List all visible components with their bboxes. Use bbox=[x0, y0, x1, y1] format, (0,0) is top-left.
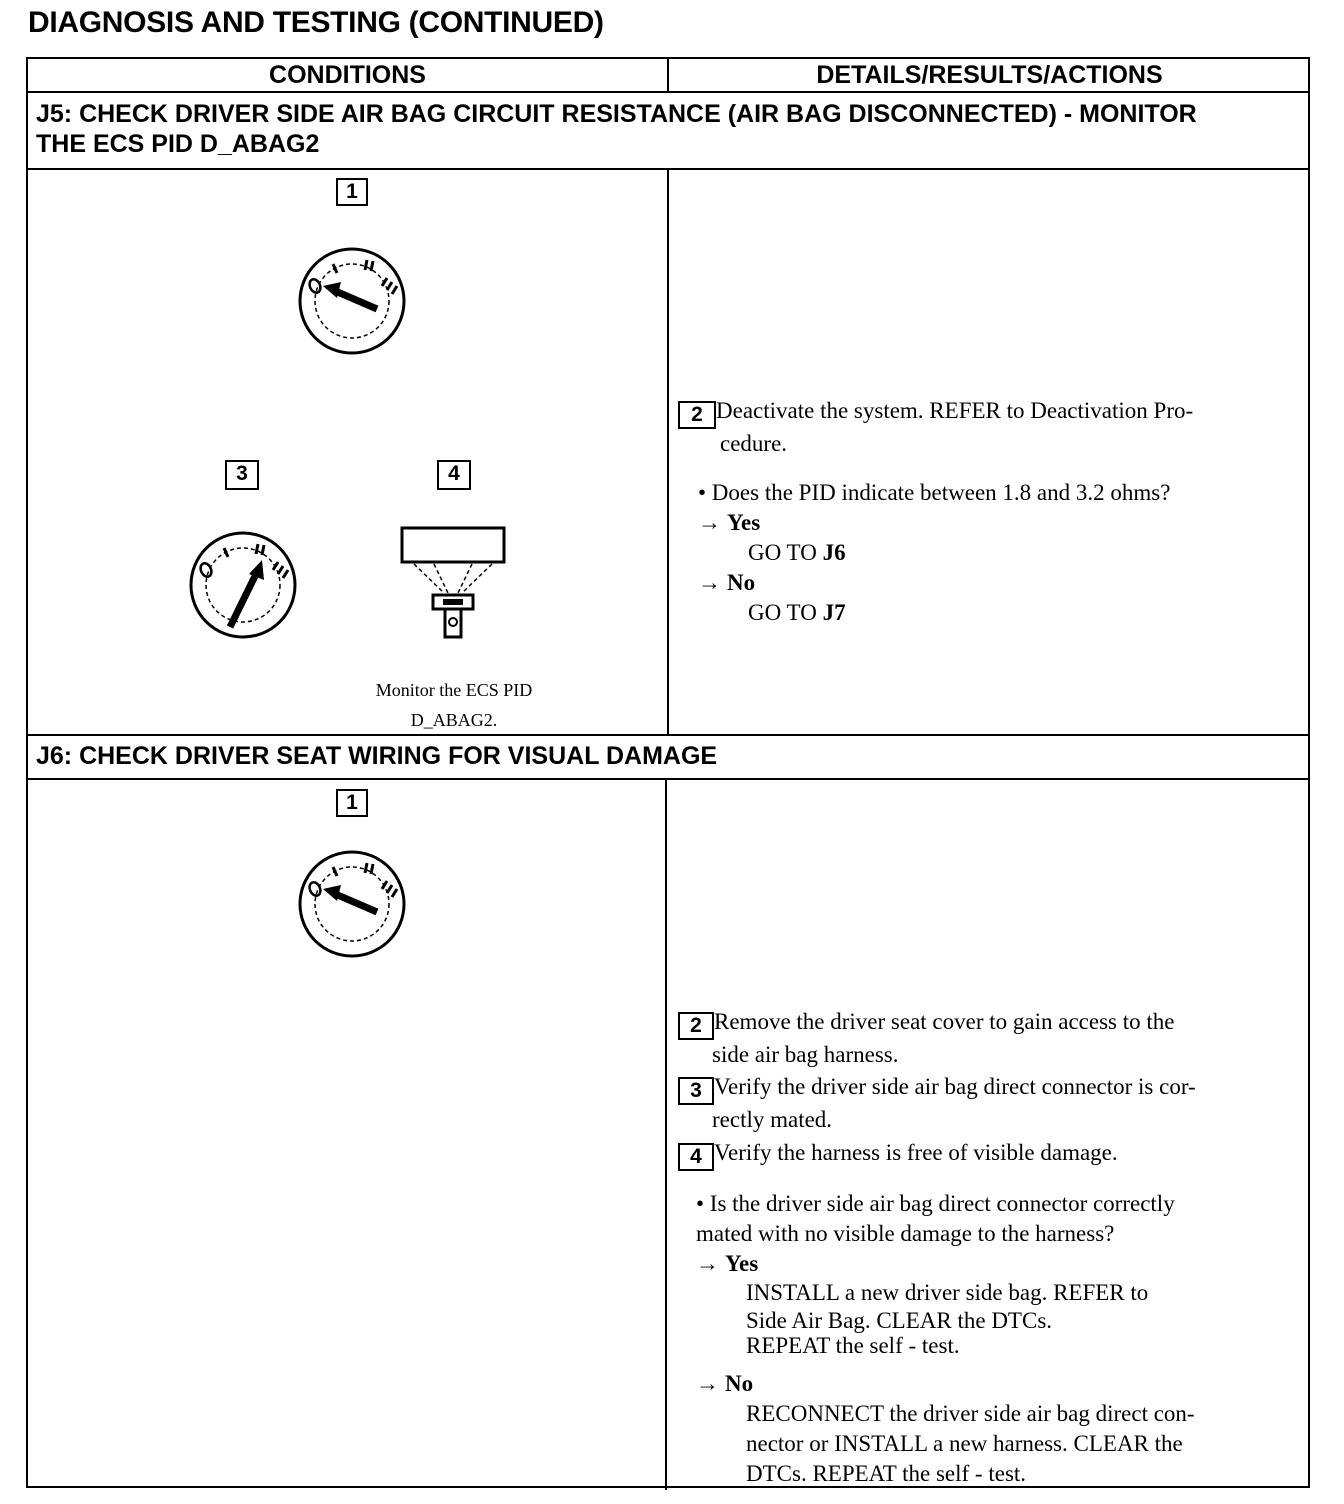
j6-step-2 bbox=[678, 1007, 1308, 1070]
arrow-right-icon: → bbox=[696, 1251, 719, 1276]
goto-prefix: GO TO bbox=[748, 600, 823, 625]
j6-yes-line1: INSTALL a new driver side bag. REFER to bbox=[746, 1280, 1149, 1305]
ignition-switch-off-icon bbox=[293, 242, 411, 360]
column-divider bbox=[665, 779, 667, 1490]
page-title: DIAGNOSIS AND TESTING (CONTINUED) bbox=[28, 6, 604, 39]
yes-label: Yes bbox=[725, 1251, 759, 1276]
j6-step-3-text-line2: rectly mated. bbox=[712, 1107, 833, 1132]
j5-question: • Does the PID indicate between 1.8 and 3.2 ohms? bbox=[698, 480, 1171, 505]
arrow-right-icon: → bbox=[696, 1371, 719, 1396]
step-3-number: 3 bbox=[678, 1077, 714, 1105]
scan-tool-icon bbox=[398, 525, 508, 643]
j5-yes-action bbox=[748, 538, 846, 568]
j6-no-action bbox=[746, 1399, 1306, 1489]
j6-step-2-text-line1: Remove the driver seat cover to gain access to the bbox=[714, 1009, 1175, 1034]
row-divider bbox=[28, 91, 1308, 93]
figure-caption-line1: Monitor the ECS PID bbox=[375, 680, 533, 700]
j6-step-4-text: Verify the harness is free of visible damage. bbox=[714, 1140, 1118, 1165]
j5-step-2-text-line2: cedure. bbox=[720, 431, 788, 456]
step-2-number: 2 bbox=[678, 401, 716, 429]
j6-header: J6: CHECK DRIVER SEAT WIRING FOR VISUAL DAMAGE bbox=[36, 742, 718, 770]
column-header-conditions: CONDITIONS bbox=[269, 61, 426, 89]
step-2-number: 2 bbox=[678, 1012, 714, 1040]
row-divider bbox=[28, 734, 1308, 736]
arrow-right-icon: → bbox=[698, 570, 721, 595]
j5-header bbox=[36, 99, 1197, 159]
j6-step-4 bbox=[678, 1138, 1308, 1171]
figure-caption-line2: D_ABAG2. bbox=[410, 710, 498, 730]
diagnosis-table bbox=[26, 57, 1310, 1488]
figure-caption bbox=[318, 675, 590, 735]
no-label: No bbox=[727, 570, 756, 595]
j6-question bbox=[696, 1189, 1308, 1249]
j5-yes-branch bbox=[698, 508, 760, 538]
j6-step-2-text-line2: side air bag harness. bbox=[712, 1042, 899, 1067]
figure-step-3-label: 3 bbox=[225, 460, 259, 490]
ignition-switch-off-icon bbox=[293, 845, 411, 963]
no-label: No bbox=[725, 1371, 754, 1396]
j6-no-line3: DTCs. REPEAT the self - test. bbox=[746, 1461, 1027, 1486]
j6-step-3 bbox=[678, 1072, 1308, 1135]
column-header-details: DETAILS/RESULTS/ACTIONS bbox=[816, 61, 1163, 89]
yes-label: Yes bbox=[727, 510, 761, 535]
j6-yes-branch bbox=[696, 1249, 758, 1279]
goto-j6-link[interactable]: J6 bbox=[822, 540, 846, 565]
j6-no-line2: nector or INSTALL a new harness. CLEAR the bbox=[746, 1431, 1183, 1456]
j5-step-2-text-line1: Deactivate the system. REFER to Deactivation Pro- bbox=[716, 398, 1194, 423]
step-4-number: 4 bbox=[678, 1143, 714, 1171]
goto-prefix: GO TO bbox=[748, 540, 823, 565]
goto-j7-link[interactable]: J7 bbox=[822, 600, 846, 625]
j5-no-branch bbox=[698, 568, 755, 598]
j5-step-2 bbox=[678, 396, 1308, 459]
j6-yes-action bbox=[746, 1279, 1306, 1360]
j5-header-line1: J5: CHECK DRIVER SIDE AIR BAG CIRCUIT RESISTANCE (AIR BAG DISCONNECTED) - MONITOR bbox=[36, 100, 1197, 128]
arrow-right-icon: → bbox=[698, 510, 721, 535]
j5-no-action bbox=[748, 598, 846, 628]
j6-yes-line3: REPEAT the self - test. bbox=[746, 1333, 960, 1358]
j6-no-line1: RECONNECT the driver side air bag direct con- bbox=[746, 1401, 1195, 1426]
j6-question-line2: mated with no visible damage to the harness? bbox=[696, 1221, 1115, 1246]
figure-step-4-label: 4 bbox=[437, 460, 471, 490]
j6-yes-line2: Side Air Bag. CLEAR the DTCs. bbox=[746, 1308, 1053, 1333]
column-divider bbox=[667, 169, 669, 734]
j6-question-line1: • Is the driver side air bag direct connector correctly bbox=[696, 1191, 1175, 1216]
j6-step-3-text-line1: Verify the driver side air bag direct connector is cor- bbox=[714, 1074, 1196, 1099]
row-divider bbox=[28, 778, 1308, 780]
ignition-switch-run-icon bbox=[184, 526, 302, 644]
figure-step-1-label: 1 bbox=[336, 178, 368, 206]
j6-no-branch bbox=[696, 1369, 753, 1399]
figure-step-1-label: 1 bbox=[336, 789, 368, 817]
j5-header-line2: THE ECS PID D_ABAG2 bbox=[36, 130, 320, 158]
